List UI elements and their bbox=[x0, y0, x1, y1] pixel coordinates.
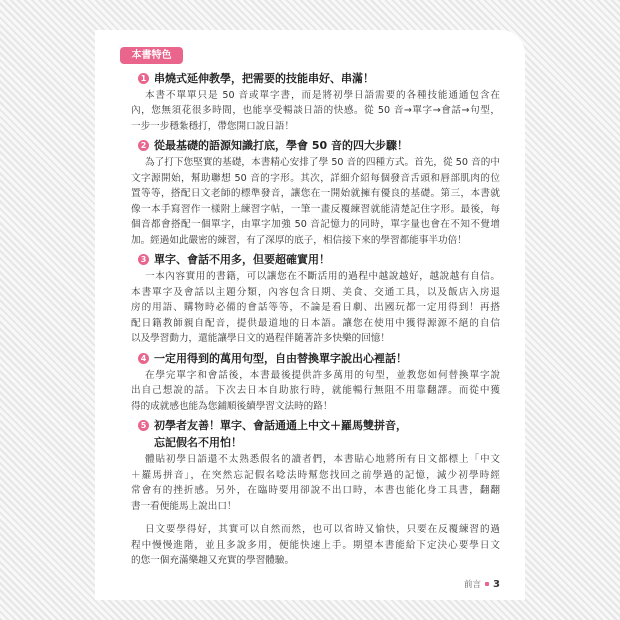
section-heading bbox=[131, 137, 500, 154]
body-line: 的您一個充滿樂趣又充實的學習體驗。 bbox=[131, 555, 295, 566]
body-line: 日文要學得好，其實可以自然而然，也可以省時又愉快，只要在反覆練習的過 bbox=[145, 524, 500, 535]
body-line: 為了打下您堅實的基礎，本書精心安排了學 50 音的四種方式。首先，從 50 音的中 bbox=[145, 157, 500, 168]
body-line: 置等等，搭配日文老師的標準發音，讓您在一開始就擁有優良的基礎。第三，本書就 bbox=[131, 188, 500, 199]
feature-section-4 bbox=[131, 350, 500, 415]
feature-section-5 bbox=[131, 417, 500, 514]
body-line: 一步一步穩紮穩打，帶您開口說日語！ bbox=[131, 120, 295, 132]
footer-separator-icon bbox=[485, 582, 489, 586]
body-line: 一本內容實用的書籍，可以讓您在不斷活用的過程中越說越好，越說越有自信。 bbox=[145, 271, 500, 282]
page-footer bbox=[464, 578, 500, 590]
body-line: 以及學習動力，還能讓學日文的過程伴隨著許多快樂的回憶！ bbox=[131, 333, 391, 344]
page-number: 3 bbox=[493, 578, 500, 590]
number-circle-icon: 1 bbox=[138, 73, 149, 84]
section-heading bbox=[131, 251, 500, 268]
body-line: 在學完單字和會話後，本書最後提供許多萬用的句型，並教您如何替換單字說 bbox=[145, 369, 500, 381]
section-body bbox=[131, 155, 500, 248]
body-line: 程中慢慢進階，並且多說多用，便能快速上手。期望本書能給下定決心要學日文 bbox=[131, 539, 500, 551]
body-line: 像一本手寫習作一樣附上練習字帖，一筆一畫反覆練習就能清楚記住字形。最後，每 bbox=[131, 203, 500, 215]
footer-section-label: 前言 bbox=[464, 580, 482, 590]
body-line: 本書單字及會話以主題分類，內容包含日期、美食、交通工具，以及飯店入房退 bbox=[131, 286, 500, 298]
section-heading bbox=[131, 350, 500, 367]
body-line: 內，您無須花很多時間，也能享受暢談日語的快感。從 50 音→單字→會話→句型， bbox=[131, 105, 500, 116]
section-body bbox=[131, 452, 500, 514]
section-body bbox=[131, 88, 500, 135]
body-line: 本書不單單只是 50 音或單字書，而是將初學日語需要的各種技能通通包含在 bbox=[145, 89, 500, 101]
body-line: 個音都會搭配一個單字，由單字加強 50 音記憶力的同時，單字量也會在不知不覺增 bbox=[131, 219, 500, 230]
section-title: 單字、會話不用多，但要超確實用！ bbox=[154, 253, 330, 266]
section-body bbox=[131, 269, 500, 347]
section-title: 忘記假名不用怕！ bbox=[154, 436, 242, 449]
body-line: 房的用語、購物時必備的會話等等，不論是看日劇、出國玩都一定用得到！再搭 bbox=[131, 302, 500, 313]
section-body bbox=[131, 368, 500, 415]
body-line: 加。經過如此嚴密的練習，有了深厚的底子，相信接下來的學習都能事半功倍！ bbox=[131, 234, 467, 246]
body-line: 常會有的挫折感。另外，在臨時要用卻說不出口時，本書也能化身工具書，翻翻 bbox=[131, 485, 500, 496]
closing-paragraph bbox=[131, 522, 500, 569]
section-heading bbox=[131, 70, 500, 87]
feature-section-1 bbox=[131, 70, 500, 135]
body-line: ＋羅馬拼音」，在突然忘記假名唸法時幫您找回之前學過的記憶，減少初學時經 bbox=[131, 469, 500, 481]
feature-section-3 bbox=[131, 251, 500, 347]
body-line: 得的成就感也能為您鋪順後續學習文法時的路！ bbox=[131, 400, 333, 412]
body-line: 文字源開始，幫助聯想 50 音的字形。其次，詳細介紹每個發音舌頭和唇部肌肉的位 bbox=[131, 172, 500, 184]
body-line: 配日籍教師親自配音，提供最道地的日本語。讓您在使用中獲得源源不絕的自信 bbox=[131, 317, 500, 329]
page-sheet bbox=[95, 30, 525, 600]
section-title: 一定用得到的萬用句型，自由替換單字說出心裡話！ bbox=[154, 351, 407, 365]
body-line: 體貼初學日語還不太熟悉假名的讀者們，本書貼心地將所有日文都標上「中文 bbox=[145, 454, 500, 465]
feature-section-2 bbox=[131, 137, 500, 248]
body-line: 出自己想說的話。下次去日本自助旅行時，就能暢行無阻不用靠翻譯。而從中獲 bbox=[131, 385, 500, 396]
number-circle-icon: 4 bbox=[138, 353, 149, 364]
number-circle-icon: 5 bbox=[138, 420, 149, 431]
section-title: 從最基礎的語源知識打底，學會 50 音的四大步驟！ bbox=[154, 139, 408, 152]
features-badge: 本書特色 bbox=[120, 47, 183, 64]
number-circle-icon: 2 bbox=[138, 140, 149, 151]
body-line: 書一看便能馬上說出口！ bbox=[131, 500, 237, 512]
section-title: 串燒式延伸教學，把需要的技能串好、串滿！ bbox=[154, 71, 374, 85]
section-heading-continued bbox=[131, 434, 500, 451]
features-content bbox=[131, 70, 500, 569]
number-circle-icon: 3 bbox=[138, 254, 149, 265]
section-heading bbox=[131, 417, 500, 434]
section-title: 初學者友善！單字、會話通通上中文＋羅馬雙拼音， bbox=[154, 419, 407, 432]
